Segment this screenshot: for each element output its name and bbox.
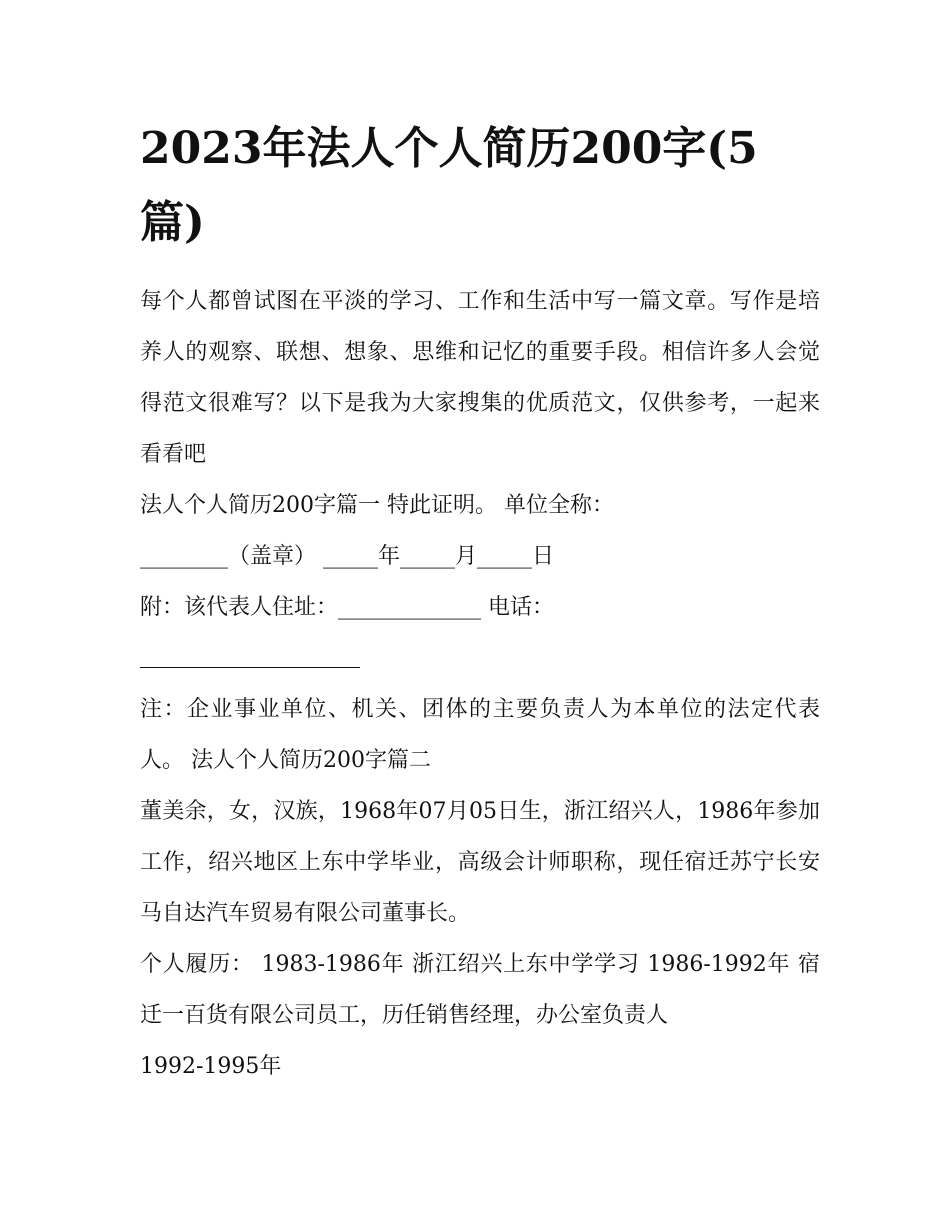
document-body [140, 276, 820, 1092]
resume-year-line: 1992-1995年 [140, 1054, 282, 1079]
seal-date-line: ________（盖章） _____年_____月_____日 [140, 544, 554, 569]
bio-paragraph: 董美余，女，汉族，1968年07月05日生，浙江绍兴人，1986年参加工作，绍兴地区上东中学毕业，高级会计师职称，现任宿迁苏宁长安马自达汽车贸易有限公司董事长。 [140, 799, 820, 926]
resume-paragraph: 个人履历： 1983-1986年 浙江绍兴上东中学学习 1986-1992年 宿迁一百货有限公司员工，历任销售经理，办公室负责人 [140, 952, 820, 1028]
address-phone-line: 附：该代表人住址：_____________ 电话： [140, 595, 554, 620]
section-one-heading: 法人个人简历200字篇一 特此证明。 单位全称： [140, 493, 614, 518]
intro-paragraph: 每个人都曾试图在平淡的学习、工作和生活中写一篇文章。写作是培养人的观察、联想、想象、思维和记忆的重要手段。相信许多人会觉得范文很难写？以下是我为大家搜集的优质范文，仅供参考，一起来看看吧 [140, 289, 820, 467]
note-paragraph: 注：企业事业单位、机关、团体的主要负责人为本单位的法定代表人。 法人个人简历200字篇二 [140, 697, 820, 773]
phone-blank-line [140, 633, 820, 684]
underline-rule [140, 667, 360, 668]
document-title: 2023年法人个人简历200字(5篇) [140, 123, 758, 248]
